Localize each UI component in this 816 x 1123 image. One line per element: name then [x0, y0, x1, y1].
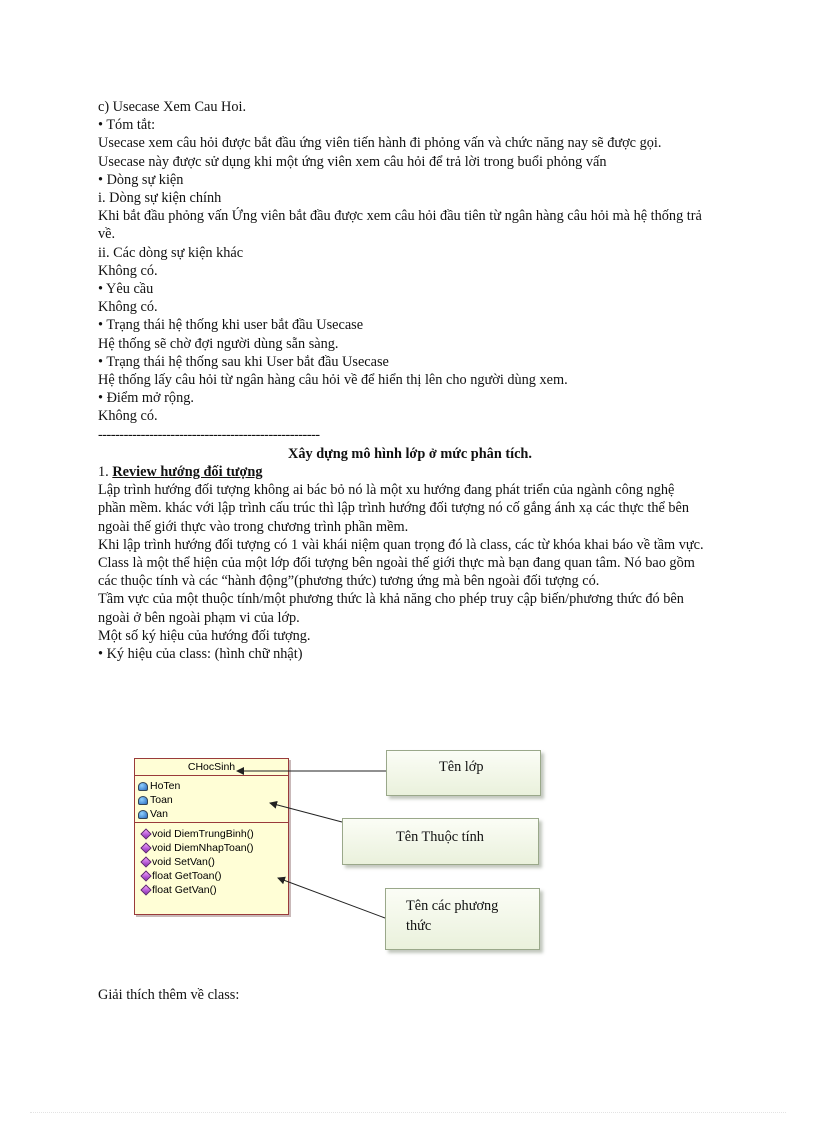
alt-flow-label: ii. Các dòng sự kiện khác: [98, 244, 244, 261]
extension-text: Không có.: [98, 408, 158, 425]
uml-class-name: CHocSinh: [135, 759, 288, 776]
uml-attributes: [135, 776, 288, 823]
requirements-label: • Yêu cầu: [98, 281, 154, 298]
precondition-label: • Trạng thái hệ thống khi user bắt đầu Usecase: [98, 317, 364, 334]
uml-operation: void DiemTrungBinh(): [142, 827, 288, 841]
paragraph: Lập trình hướng đối tượng không ai bác bỏ nó là một xu hướng đang phát triển của ngành công nghệ phần mềm. khác với lập trình cấu trúc thì lập trình hướng đối tượng nó cố gắng ánh xạ các thực thể bên ngoài thế giới thực vào trong chương trình phần mềm.: [98, 482, 690, 535]
paragraph: • Ký hiệu của class: (hình chữ nhật): [98, 646, 303, 663]
operation-icon: [140, 828, 151, 839]
uml-attribute: Van: [138, 807, 288, 821]
subsection-number: 1.: [98, 464, 109, 481]
section-heading: Xây dựng mô hình lớp ở mức phân tích.: [288, 445, 532, 462]
usecase-title: c) Usecase Xem Cau Hoi.: [98, 99, 247, 115]
callout-operations: Tên các phương thức: [385, 888, 540, 950]
arrow-to-operations: [278, 878, 385, 918]
uml-class-box: [134, 758, 289, 915]
footer-block: [98, 986, 722, 1004]
subsection-title: [98, 463, 722, 481]
main-flow-text: Khi bắt đầu phỏng vấn Ứng viên bắt đầu được xem câu hỏi đầu tiên từ ngân hàng câu hỏi mà hệ thống trả về.: [98, 208, 702, 243]
postcondition-label: • Trạng thái hệ thống sau khi User bắt đầu Usecase: [98, 353, 389, 370]
paragraph: Tầm vực của một thuộc tính/một phương thức là khả năng cho phép truy cập biến/phương thức đó bên ngoài ở bên ngoài phạm vi của lớp.: [98, 591, 684, 626]
paragraph: Class là một thể hiện của một lớp đối tượng bên ngoài thế giới thực mà bạn đang quan tâm. Nó bao gồm các thuộc tính và các “hành động”(phương thức) tương ứng mà bên ngoài đối tượng có.: [98, 555, 695, 590]
summary-label: • Tóm tắt:: [98, 117, 156, 134]
event-flow-label: • Dòng sự kiện: [98, 171, 184, 188]
uml-operation: void SetVan(): [142, 855, 288, 869]
extension-label: • Điểm mở rộng.: [98, 390, 194, 407]
callout-attributes: Tên Thuộc tính: [342, 818, 539, 865]
precondition-text: Hệ thống sẽ chờ đợi người dùng sẵn sàng.: [98, 335, 339, 352]
footer-text: Giải thích thêm về class:: [98, 987, 240, 1003]
uml-operation: void DiemNhapToan(): [142, 841, 288, 855]
separator: ----------------------------------------------------: [98, 426, 320, 443]
summary-text: Usecase xem câu hỏi được bắt đầu ứng viên tiến hành đi phỏng vấn và chức năng nay sẽ được gọi. Usecase này được sử dụng khi một ứng viên xem câu hỏi để trả lời trong buổi phỏng vấn: [98, 135, 662, 170]
attribute-icon: [138, 796, 148, 805]
operation-icon: [140, 842, 151, 853]
uml-operations: [135, 823, 288, 897]
operation-icon: [140, 870, 151, 881]
operation-icon: [140, 884, 151, 895]
uml-operation: float GetToan(): [142, 869, 288, 883]
postcondition-text: Hệ thống lấy câu hỏi từ ngân hàng câu hỏi về để hiển thị lên cho người dùng xem.: [98, 372, 568, 389]
page-bottom-border: [30, 1112, 786, 1113]
attribute-icon: [138, 810, 148, 819]
subsection-name: Review hướng đối tượng: [112, 464, 263, 481]
uml-operation: float GetVan(): [142, 883, 288, 897]
document-body: [98, 98, 722, 663]
operation-icon: [140, 856, 151, 867]
alt-flow-text: Không có.: [98, 262, 158, 279]
callout-class-name: Tên lớp: [386, 750, 541, 796]
requirements-text: Không có.: [98, 299, 158, 316]
main-flow-label: i. Dòng sự kiện chính: [98, 190, 222, 207]
paragraph: Khi lập trình hướng đối tượng có 1 vài khái niệm quan trọng đó là class, các từ khóa khai báo về tầm vực.: [98, 536, 704, 553]
paragraph: Một số ký hiệu của hướng đối tượng.: [98, 627, 311, 644]
uml-attribute: HoTen: [138, 779, 288, 793]
uml-attribute: Toan: [138, 793, 288, 807]
attribute-icon: [138, 782, 148, 791]
